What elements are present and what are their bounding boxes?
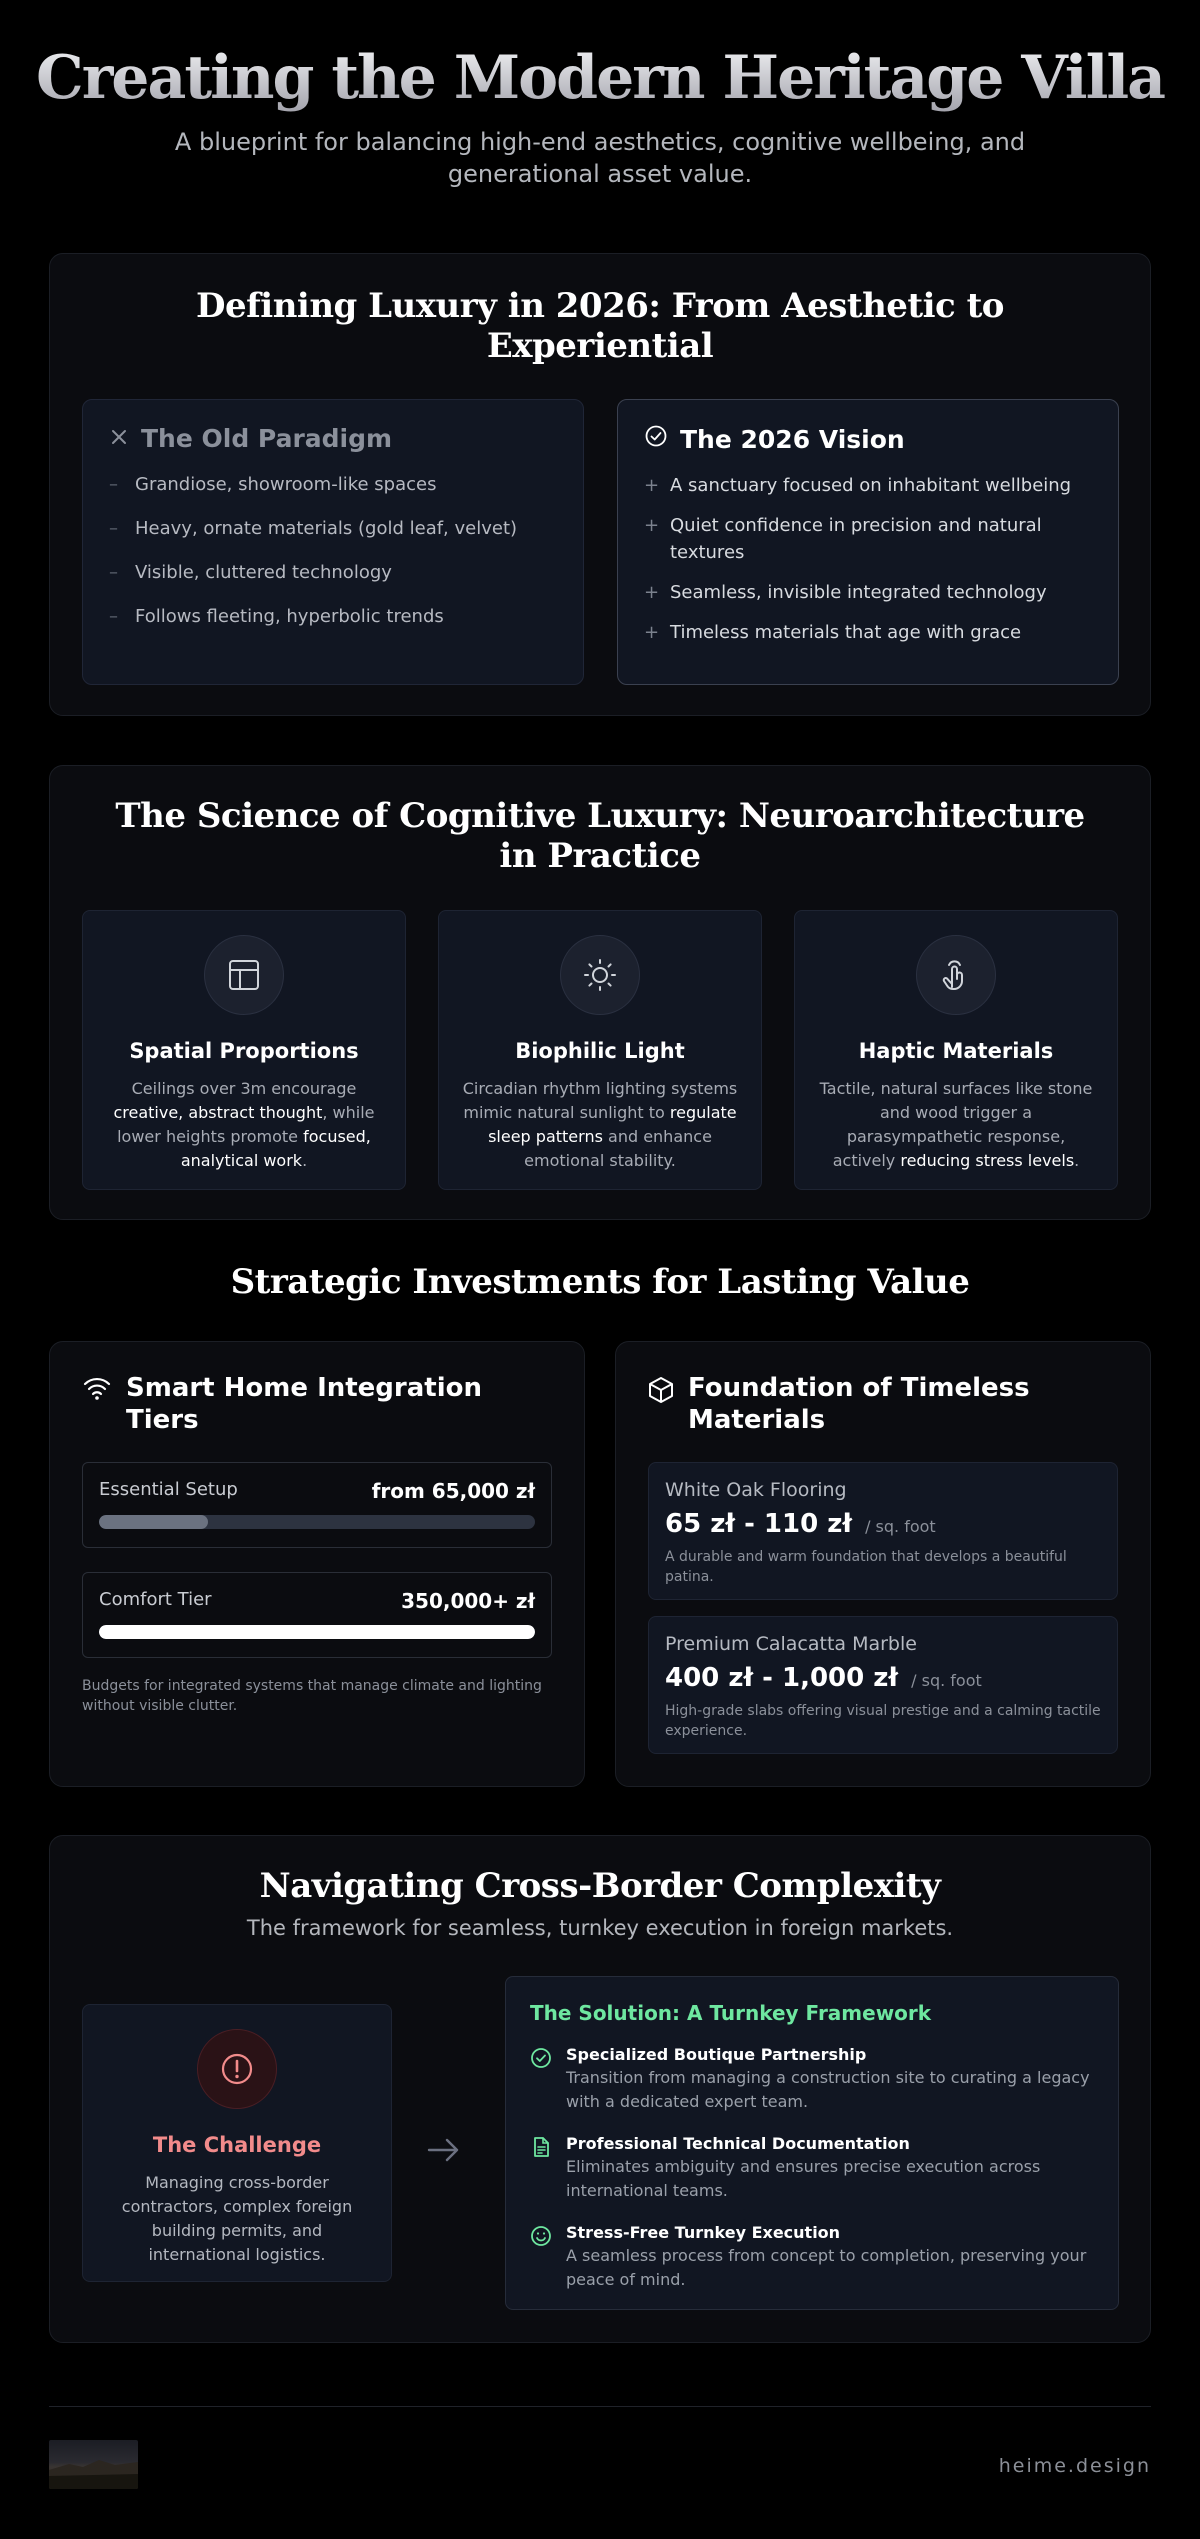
vision-item: + A sanctuary focused on inhabitant wellbeing	[644, 475, 1072, 496]
material-unit: / sq. foot	[865, 1517, 936, 1536]
solution-title: The Solution: A Turnkey Framework	[530, 2001, 932, 2025]
feature-text: Tactile, natural surfaces like stone and wood trigger a parasympathetic response, actively reducing stress levels.	[819, 1079, 1093, 1170]
old-paradigm-item: – Grandiose, showroom-like spaces	[109, 474, 437, 495]
material-price: 65 zł - 110 zł	[665, 1509, 853, 1539]
cube-icon	[648, 1372, 674, 1412]
vision-item: + Timeless materials that age with grace	[644, 622, 1022, 643]
material-item	[648, 1616, 1118, 1754]
material-unit: / sq. foot	[911, 1671, 982, 1690]
solution-step	[530, 2223, 1094, 2292]
step-text: Eliminates ambiguity and ensures precise execution across international teams.	[566, 2157, 1041, 2200]
feature-title: Spatial Proportions	[129, 1039, 359, 1063]
footer-divider	[49, 2406, 1151, 2407]
step-text: A seamless process from concept to completion, preserving your peace of mind.	[566, 2246, 1087, 2289]
old-paradigm-card	[82, 399, 584, 685]
page-subtitle: A blueprint for balancing high-end aesthetics, cognitive wellbeing, and generational asset value.	[174, 128, 1026, 188]
vision-card	[617, 399, 1119, 685]
tier-label: Essential Setup	[99, 1479, 238, 1500]
hero	[0, 0, 1200, 190]
material-price: 400 zł - 1,000 zł	[665, 1663, 899, 1693]
science-title: The Science of Cognitive Luxury: Neuroarchitecture in Practice	[115, 796, 1085, 876]
feature-card-haptic	[794, 910, 1118, 1190]
investments-title: Strategic Investments for Lasting Value	[230, 1262, 970, 1302]
check-circle-icon	[644, 424, 668, 454]
smart-home-note: Budgets for integrated systems that manage climate and lighting without visible clutter.	[82, 1678, 542, 1714]
feature-card-spatial	[82, 910, 406, 1190]
smart-home-title: Smart Home Integration Tiers	[126, 1373, 483, 1435]
science-section	[49, 765, 1151, 1220]
material-desc: A durable and warm foundation that develops a beautiful patina.	[665, 1549, 1067, 1585]
material-name: Premium Calacatta Marble	[665, 1633, 917, 1655]
alert-icon	[197, 2029, 277, 2109]
old-paradigm-item: – Follows fleeting, hyperbolic trends	[109, 606, 444, 627]
tier-essential	[82, 1462, 552, 1548]
solution-card	[505, 1976, 1119, 2310]
footer-brand: heime.design	[998, 2455, 1151, 2477]
luxury-title: Defining Luxury in 2026: From Aesthetic to Experiential	[196, 286, 1004, 366]
crossborder-title: Navigating Cross-Border Complexity	[259, 1866, 941, 1906]
feature-text: Ceilings over 3m encourage creative, abstract thought, while lower heights promote focused, analytical work.	[113, 1079, 375, 1170]
smart-home-card	[49, 1341, 585, 1787]
tier-comfort	[82, 1572, 552, 1658]
tier-label: Comfort Tier	[99, 1589, 212, 1610]
page-title: Creating the Modern Heritage Villa	[0, 42, 1200, 114]
layout-icon	[204, 935, 284, 1015]
feature-card-light	[438, 910, 762, 1190]
material-name: White Oak Flooring	[665, 1479, 847, 1501]
tier-value: from 65,000 zł	[371, 1479, 535, 1503]
document-icon	[530, 2134, 552, 2203]
solution-step	[530, 2134, 1094, 2203]
footer-thumbnail-image	[49, 2440, 138, 2489]
sun-icon	[560, 935, 640, 1015]
arrow-right-icon	[426, 2136, 462, 2168]
tier-progress-fill	[99, 1625, 535, 1639]
materials-title: Foundation of Timeless Materials	[688, 1373, 1030, 1435]
tier-progress-fill	[99, 1515, 208, 1529]
vision-item: + Seamless, invisible integrated technology	[644, 582, 1047, 603]
step-title: Stress-Free Turnkey Execution	[566, 2223, 841, 2242]
challenge-title: The Challenge	[152, 2133, 322, 2157]
materials-card	[615, 1341, 1151, 1787]
feature-title: Haptic Materials	[858, 1039, 1054, 1063]
step-title: Professional Technical Documentation	[566, 2134, 910, 2153]
feature-text: Circadian rhythm lighting systems mimic natural sunlight to regulate sleep patterns and enhance emotional stability.	[462, 1079, 738, 1170]
crossborder-section	[49, 1835, 1151, 2343]
material-desc: High-grade slabs offering visual prestige and a calming tactile experience.	[665, 1703, 1101, 1739]
solution-step	[530, 2045, 1094, 2114]
tier-progress-bar	[99, 1625, 535, 1639]
smile-icon	[530, 2223, 552, 2292]
vision-item: + Quiet confidence in precision and natural textures	[644, 515, 1042, 563]
tier-progress-bar	[99, 1515, 535, 1529]
feature-title: Biophilic Light	[515, 1039, 685, 1063]
old-paradigm-title: The Old Paradigm	[141, 424, 393, 453]
challenge-card	[82, 2004, 392, 2282]
crossborder-subtitle: The framework for seamless, turnkey execution in foreign markets.	[246, 1916, 954, 1940]
luxury-section	[49, 253, 1151, 716]
step-title: Specialized Boutique Partnership	[566, 2045, 867, 2064]
step-text: Transition from managing a construction site to curating a legacy with a dedicated expert team.	[566, 2068, 1090, 2111]
old-paradigm-item: – Heavy, ornate materials (gold leaf, velvet)	[109, 518, 518, 539]
challenge-text: Managing cross-border contractors, complex foreign building permits, and international logistics.	[121, 2173, 353, 2264]
close-icon	[109, 424, 129, 453]
touch-icon	[916, 935, 996, 1015]
wifi-icon	[82, 1372, 112, 1410]
material-item	[648, 1462, 1118, 1600]
old-paradigm-item: – Visible, cluttered technology	[109, 562, 392, 583]
vision-title: The 2026 Vision	[680, 424, 905, 454]
check-circle-icon	[530, 2045, 552, 2114]
tier-value: 350,000+ zł	[401, 1589, 535, 1613]
